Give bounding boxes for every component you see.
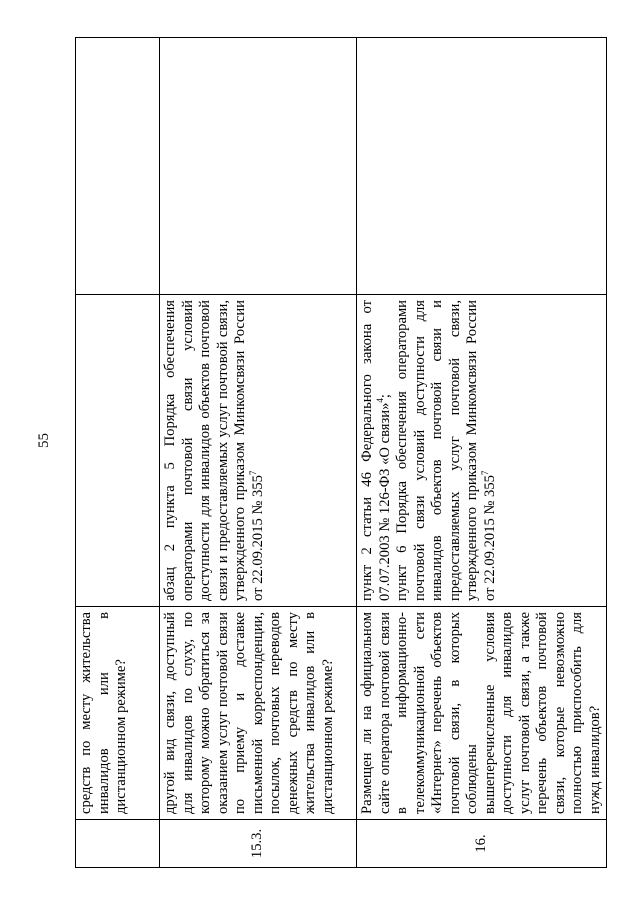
- table-row: [160, 38, 357, 868]
- footnote-ref: 4: [374, 398, 385, 403]
- legal-basis-text: абзац 2 пункта 5 Порядка обеспечения операторами почтовой связи условий доступности для инвалидов объектов почтовой связи и предоставляемых услуг почтовой связи, утвержденного приказом Минкомсвязи России от 22.09.2015 № 355: [162, 300, 266, 601]
- table-row: [357, 38, 607, 868]
- requirements-table: [75, 37, 607, 868]
- page-number: 55: [36, 433, 52, 448]
- row-number-cell: 15.3.: [160, 820, 357, 868]
- footnote-ref: 7: [247, 470, 258, 476]
- answer-cell: [160, 38, 357, 295]
- legal-basis-text-b: пункт 6 Порядка обеспечения операторами почтовой связи условий доступности для инвалидов объектов почтовой связи и предоставляемых услуг почтовой связи, утвержденного приказом Минкомсвязи России от 22.09.2015 № 355: [394, 300, 498, 601]
- legal-basis-text-a: пункт 2 статьи 46 Федерального закона от 07.07.2003 № 126-ФЗ «О связи»: [359, 300, 393, 601]
- row-number-cell: [76, 820, 160, 868]
- legal-basis-separator: ;: [376, 394, 393, 399]
- question-cell: другой вид связи, доступный для инвалидов по слуху, по которому можно обратиться за оказанием услуг почтовой связи по приему и доставке письменной корреспонденции, посылок, почтовых переводов денежных средств по месту жительства инвалидов или в дистанционном режиме?: [160, 607, 357, 820]
- footnote-ref: 7: [479, 470, 490, 476]
- question-cell: средств по месту жительства инвалидов или в дистанционном режиме?: [76, 607, 160, 820]
- answer-cell: [357, 38, 607, 295]
- rotated-table-wrapper: [75, 38, 603, 868]
- legal-basis-cell: [160, 295, 357, 607]
- question-cell: Размещен ли на официальном сайте оператора почтовой связи в информационно-телекоммуникационной сети «Интернет» перечень объектов почтовой связи, в которых соблюдены вышеперечисленные условия доступности для инвалидов услуг почтовой связи, а также перечень объектов почтовой связи, которые невозможно полностью приспособить для нужд инвалидов?: [357, 607, 607, 820]
- table-row: [76, 38, 160, 868]
- legal-basis-cell: [357, 295, 607, 607]
- legal-basis-cell: [76, 295, 160, 607]
- answer-cell: [76, 38, 160, 295]
- row-number-cell: 16.: [357, 820, 607, 868]
